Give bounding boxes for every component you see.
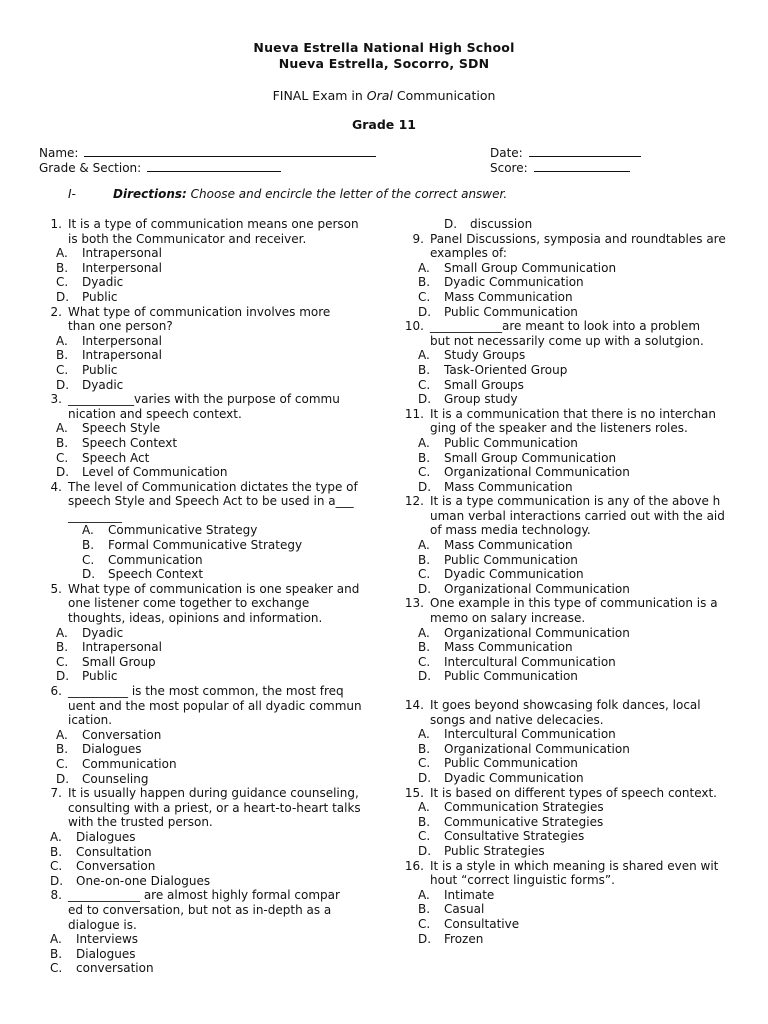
option-letter: B. — [418, 362, 431, 377]
answer-option[interactable] — [36, 830, 370, 845]
section-number: I- — [68, 187, 76, 201]
score-label: Score: — [490, 161, 528, 175]
option-text: Speech Context — [108, 567, 204, 582]
question-text: It goes beyond showcasing folk dances, local songs and native delecacies. — [430, 698, 701, 727]
option-letter: C. — [418, 465, 431, 480]
option-text: Task-Oriented Group — [444, 362, 568, 377]
question-number: 11. — [404, 406, 424, 421]
option-text: Intrapersonal — [82, 348, 162, 363]
answer-option[interactable] — [398, 480, 728, 495]
option-letter: D. — [82, 567, 96, 582]
answer-option[interactable] — [398, 261, 728, 276]
option-text: Dyadic — [82, 377, 124, 392]
answer-option[interactable] — [398, 465, 728, 480]
option-text: Public Strategies — [444, 843, 545, 858]
option-letter: A. — [56, 727, 68, 742]
option-text: Communicative Strategies — [444, 814, 604, 829]
option-text: Organizational Communication — [444, 465, 630, 480]
question-text: ____________ are almost highly formal compar ed to conversation, but not as in-depth as a dialogue is. — [68, 888, 340, 932]
answer-option[interactable] — [398, 815, 728, 830]
answer-option[interactable] — [398, 567, 728, 582]
question-text: It is a style in which meaning is shared even wit hout “correct linguistic forms”. — [430, 858, 719, 888]
option-text: Group study — [444, 392, 518, 407]
answer-option[interactable] — [36, 553, 370, 568]
question-number: 15. — [404, 785, 424, 800]
question-number: 9. — [412, 231, 424, 246]
answer-option[interactable] — [398, 640, 728, 655]
option-letter: B. — [418, 450, 431, 465]
question-text: ____________are meant to look into a problem but not necessarily come up with a solutgion. — [430, 319, 704, 348]
question-number: 14. — [404, 698, 424, 712]
option-text: Consultation — [76, 844, 152, 859]
answer-option[interactable] — [36, 290, 370, 305]
grade-section-label: Grade & Section: — [39, 161, 142, 175]
question-item — [36, 684, 370, 728]
answer-option[interactable] — [398, 275, 728, 290]
grade-section-blank[interactable] — [147, 160, 281, 172]
date-blank[interactable] — [529, 145, 641, 157]
answer-option[interactable] — [398, 348, 728, 363]
option-letter: D. — [418, 843, 432, 858]
option-letter: B. — [56, 435, 69, 450]
answer-option[interactable] — [36, 947, 370, 962]
option-letter: C. — [50, 961, 63, 976]
answer-option[interactable] — [398, 742, 728, 757]
option-text: Public Communication — [444, 669, 578, 684]
option-letter: A. — [418, 260, 430, 275]
question-number: 3. — [50, 392, 62, 407]
answer-option[interactable] — [36, 378, 370, 393]
question-item — [36, 786, 370, 830]
option-text: Speech Act — [82, 450, 150, 465]
answer-option[interactable] — [398, 917, 728, 932]
answer-option[interactable] — [36, 246, 370, 261]
option-text: One-on-one Dialogues — [76, 873, 211, 888]
answer-option[interactable] — [398, 538, 728, 553]
question-text: What type of communication involves more than one person? — [68, 304, 331, 334]
answer-option[interactable] — [398, 436, 728, 451]
option-letter: A. — [418, 538, 430, 553]
option-text: Consultative Strategies — [444, 829, 585, 844]
option-text: Level of Communication — [82, 465, 228, 480]
question-item — [36, 217, 370, 246]
option-letter: D. — [418, 304, 432, 319]
school-address: Nueva Estrella, Socorro, SDN — [278, 56, 490, 71]
answer-option[interactable] — [398, 902, 728, 917]
option-text: Interviews — [76, 932, 139, 947]
answer-option[interactable] — [36, 772, 370, 787]
option-text: Intercultural Communication — [444, 654, 616, 669]
option-letter: C. — [56, 450, 69, 465]
answer-option[interactable] — [398, 582, 728, 597]
option-letter: B. — [418, 275, 431, 290]
option-letter: C. — [56, 756, 69, 771]
option-letter: D. — [418, 392, 432, 407]
option-text: Public Communication — [444, 552, 578, 567]
option-text: Organizational Communication — [444, 581, 630, 596]
answer-option[interactable] — [398, 756, 728, 771]
question-item — [36, 480, 370, 524]
option-text: Dyadic Communication — [444, 770, 584, 785]
answer-option[interactable] — [398, 655, 728, 670]
question-number: 16. — [404, 858, 424, 873]
option-letter: B. — [418, 552, 431, 567]
question-item — [36, 392, 370, 421]
directions-label: Directions: — [113, 187, 187, 201]
question-number: 1. — [50, 217, 62, 231]
answer-option[interactable] — [398, 217, 728, 232]
option-text: Consultative — [444, 916, 520, 931]
question-number: 12. — [404, 494, 424, 509]
option-letter: A. — [50, 932, 62, 947]
answer-option[interactable] — [398, 829, 728, 844]
question-number: 8. — [50, 888, 62, 903]
answer-option[interactable] — [36, 261, 370, 276]
answer-option[interactable] — [36, 334, 370, 349]
option-text: Dialogues — [76, 829, 136, 844]
option-letter: C. — [418, 289, 431, 304]
option-letter: A. — [418, 435, 430, 450]
option-text: Speech Context — [82, 435, 178, 450]
option-text: Study Groups — [444, 348, 526, 363]
option-letter: D. — [56, 771, 70, 786]
answer-option[interactable] — [36, 465, 370, 480]
answer-option[interactable] — [398, 378, 728, 393]
question-number: 10. — [404, 319, 424, 334]
option-text: Mass Communication — [444, 538, 573, 553]
option-letter: C. — [418, 567, 431, 582]
question-number: 5. — [50, 581, 62, 596]
question-number: 2. — [50, 304, 62, 319]
question-item — [398, 494, 728, 538]
option-text: Public Communication — [444, 435, 578, 450]
option-text: Frozen — [444, 931, 484, 946]
answer-option[interactable] — [36, 728, 370, 743]
option-text: Interpersonal — [82, 333, 162, 348]
question-item — [398, 319, 728, 348]
answer-option[interactable] — [36, 275, 370, 290]
answer-option[interactable] — [36, 626, 370, 641]
question-item — [398, 786, 728, 801]
question-text: __________ is the most common, the most freq uent and the most popular of all dyadic commun ication. — [68, 684, 362, 728]
option-text: Mass Communication — [444, 640, 573, 655]
exam-title-prefix: FINAL Exam in — [272, 88, 367, 103]
question-text: It is a type communication is any of the above h uman verbal interactions carried out with the aid of mass media technology. — [430, 494, 725, 538]
option-text: Dialogues — [76, 946, 136, 961]
option-letter: A. — [418, 348, 430, 363]
answer-option[interactable] — [398, 844, 728, 859]
score-blank[interactable] — [534, 160, 630, 172]
right-question-column — [398, 217, 728, 946]
grade-section-field — [39, 160, 281, 176]
question-number: 7. — [50, 786, 62, 801]
option-text: Formal Communicative Strategy — [108, 538, 303, 553]
question-item — [398, 596, 728, 625]
answer-option[interactable] — [398, 553, 728, 568]
option-text: Public — [82, 669, 118, 684]
directions — [68, 187, 507, 202]
option-letter: B. — [50, 946, 63, 961]
answer-option[interactable] — [36, 363, 370, 378]
option-text: Public Communication — [444, 304, 578, 319]
option-text: Conversation — [76, 859, 156, 874]
question-text: ___________varies with the purpose of commu nication and speech context. — [68, 392, 340, 421]
option-letter: C. — [82, 552, 95, 567]
option-letter: A. — [50, 829, 62, 844]
option-letter: C. — [56, 275, 69, 290]
answer-option[interactable] — [36, 436, 370, 451]
answer-option[interactable] — [398, 888, 728, 903]
answer-option[interactable] — [398, 800, 728, 815]
answer-option[interactable] — [398, 932, 728, 947]
option-text: Intimate — [444, 887, 495, 902]
answer-option[interactable] — [398, 290, 728, 305]
name-field — [39, 145, 376, 161]
option-letter: D. — [50, 873, 64, 888]
option-letter: B. — [418, 902, 431, 917]
exam-title-suffix: Communication — [392, 88, 496, 103]
option-text: Dyadic — [82, 275, 124, 290]
question-text: One example in this type of communication is a memo on salary increase. — [430, 596, 718, 626]
question-item — [36, 888, 370, 932]
option-text: Small Group — [82, 654, 156, 669]
question-text: It is a communication that there is no interchan ging of the speaker and the listeners roles. — [430, 406, 717, 436]
option-letter: B. — [50, 844, 63, 859]
option-letter: C. — [418, 654, 431, 669]
option-letter: B. — [56, 742, 69, 757]
option-letter: B. — [418, 814, 431, 829]
option-text: Small Groups — [444, 377, 524, 392]
answer-option[interactable] — [36, 845, 370, 860]
grade-level: Grade 11 — [351, 117, 417, 132]
question-item — [398, 407, 728, 436]
answer-option[interactable] — [36, 655, 370, 670]
option-letter: D. — [418, 669, 432, 684]
option-letter: A. — [418, 887, 430, 902]
question-number: 4. — [50, 479, 62, 494]
left-question-column — [36, 217, 370, 976]
option-letter: D. — [418, 581, 432, 596]
option-letter: D. — [56, 377, 70, 392]
answer-option[interactable] — [36, 932, 370, 947]
option-text: Communicative Strategy — [108, 523, 258, 538]
answer-option[interactable] — [36, 567, 370, 582]
option-letter: B. — [56, 640, 69, 655]
option-text: Mass Communication — [444, 479, 573, 494]
answer-option[interactable] — [398, 626, 728, 641]
option-text: Dialogues — [82, 742, 142, 757]
option-text: Intrapersonal — [82, 640, 162, 655]
answer-option[interactable] — [398, 305, 728, 320]
option-text: Speech Style — [82, 421, 161, 436]
option-text: Public Communication — [444, 756, 578, 771]
question-item — [36, 582, 370, 626]
question-number: 13. — [404, 596, 424, 611]
answer-option[interactable] — [36, 538, 370, 553]
option-letter: D. — [56, 465, 70, 480]
answer-option[interactable] — [398, 451, 728, 466]
option-text: Interpersonal — [82, 260, 162, 275]
option-text: Organizational Communication — [444, 741, 630, 756]
option-letter: D. — [444, 217, 458, 231]
option-letter: C. — [418, 829, 431, 844]
option-text: Small Group Communication — [444, 450, 617, 465]
option-letter: B. — [418, 741, 431, 756]
option-text: Communication — [82, 756, 177, 771]
answer-option[interactable] — [398, 669, 728, 684]
option-text: conversation — [76, 961, 154, 976]
question-item — [398, 698, 728, 727]
date-label: Date: — [490, 146, 523, 160]
option-letter: A. — [56, 246, 68, 261]
option-letter: D. — [418, 931, 432, 946]
answer-option[interactable] — [398, 771, 728, 786]
question-number: 6. — [50, 684, 62, 698]
answer-option[interactable] — [398, 727, 728, 742]
option-letter: A. — [418, 800, 430, 815]
answer-option[interactable] — [398, 392, 728, 407]
option-letter: D. — [418, 479, 432, 494]
option-letter: A. — [418, 625, 430, 640]
question-item — [36, 305, 370, 334]
option-text: Dyadic — [82, 625, 124, 640]
option-letter: B. — [56, 260, 69, 275]
school-name: Nueva Estrella National High School — [253, 40, 515, 55]
option-letter: C. — [418, 756, 431, 771]
option-text: Communication — [108, 552, 203, 567]
option-letter: A. — [56, 333, 68, 348]
question-text: Panel Discussions, symposia and roundtables are examples of: — [430, 231, 726, 261]
name-label: Name: — [39, 146, 79, 160]
option-letter: C. — [56, 362, 69, 377]
option-text: discussion — [470, 217, 533, 231]
option-letter: C. — [50, 859, 63, 874]
answer-option[interactable] — [36, 640, 370, 655]
option-letter: C. — [418, 916, 431, 931]
option-letter: A. — [418, 727, 430, 742]
option-text: Public — [82, 289, 118, 304]
answer-option[interactable] — [398, 363, 728, 378]
option-letter: B. — [56, 348, 69, 363]
option-letter: C. — [418, 377, 431, 392]
answer-option[interactable] — [36, 874, 370, 889]
option-letter: C. — [56, 654, 69, 669]
score-field — [490, 160, 630, 176]
option-letter: B. — [418, 640, 431, 655]
option-text: Intrapersonal — [82, 246, 162, 261]
option-letter: A. — [82, 523, 94, 538]
option-text: Dyadic Communication — [444, 567, 584, 582]
option-text: Small Group Communication — [444, 260, 617, 275]
question-text: What type of communication is one speaker and one listener come together to exchange thoughts, ideas, opinions and information. — [68, 581, 360, 626]
answer-option[interactable] — [36, 348, 370, 363]
option-text: Organizational Communication — [444, 625, 630, 640]
option-letter: B. — [82, 538, 95, 553]
question-text: The level of Communication dictates the type of speech Style and Speech Act to be used in a___ _________ — [68, 479, 358, 523]
option-letter: D. — [418, 770, 432, 785]
answer-option[interactable] — [36, 859, 370, 874]
option-text: Mass Communication — [444, 289, 573, 304]
answer-option[interactable] — [36, 742, 370, 757]
option-text: Intercultural Communication — [444, 727, 616, 742]
date-field — [490, 145, 641, 161]
question-item — [398, 232, 728, 261]
name-blank[interactable] — [84, 145, 376, 157]
option-text: Communication Strategies — [444, 800, 604, 815]
answer-option[interactable] — [36, 757, 370, 772]
option-letter: A. — [56, 421, 68, 436]
exam-title-italic: Oral — [366, 88, 393, 103]
answer-option[interactable] — [36, 451, 370, 466]
option-text: Dyadic Communication — [444, 275, 584, 290]
answer-option[interactable] — [36, 523, 370, 538]
directions-text: Choose and encircle the letter of the correct answer. — [186, 187, 508, 201]
answer-option[interactable] — [36, 669, 370, 684]
option-text: Counseling — [82, 771, 149, 786]
option-text: Casual — [444, 902, 485, 917]
option-letter: D. — [56, 289, 70, 304]
option-text: Public — [82, 362, 118, 377]
question-text: It is based on different types of speech context. — [430, 785, 717, 800]
exam-header — [0, 40, 768, 72]
question-item — [398, 859, 728, 888]
option-letter: D. — [56, 669, 70, 684]
question-text: It is a type of communication means one person is both the Communicator and receiver. — [68, 217, 359, 246]
exam-title — [0, 89, 768, 104]
answer-option[interactable] — [36, 421, 370, 436]
question-text: It is usually happen during guidance counseling, consulting with a priest, or a heart-to-heart talks with the trusted person. — [68, 786, 361, 830]
option-letter: A. — [56, 625, 68, 640]
question-gap — [398, 684, 728, 698]
option-text: Conversation — [82, 727, 162, 742]
answer-option[interactable] — [36, 961, 370, 976]
